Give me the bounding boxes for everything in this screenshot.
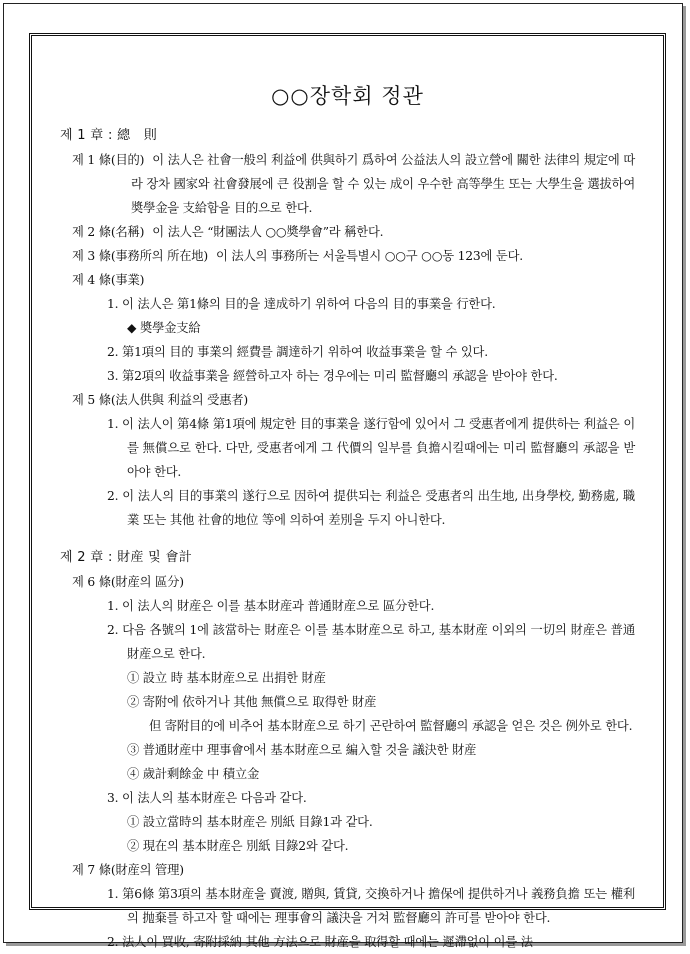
article-5-item-2: 2. 이 法人의 目的事業의 遂行으로 因하여 提供되는 利益은 受惠者의 出生地, 出身學校, 勤務處, 職業 또는 其他 社會的地位 等에 의하여 差別을 두지 아니한다. <box>107 489 635 527</box>
article-3 <box>72 244 643 268</box>
article-6-sub-4: ④ 歲計剩餘金 中 積立金 <box>127 767 260 781</box>
article-6-sub-3: ③ 普通財産中 理事會에서 基本財産으로 編入할 것을 議決한 財産 <box>127 743 477 757</box>
article-7-item-2: 2. 法人이 買收, 寄附採納 其他 方法으로 財産을 取得할 때에는 遲滯없이 이를 法 <box>107 935 533 949</box>
article-3-text: 이 法人의 事務所는 서울특별시 ○○구 ○○동 123에 둔다. <box>215 249 523 263</box>
article-1 <box>72 148 635 220</box>
article-6-item-3-sub-1: ① 設立當時의 基本財産은 別紙 目錄1과 같다. <box>127 815 373 829</box>
article-6-item-3-sub-2: ② 現在의 基本財産은 別紙 目錄2와 같다. <box>127 839 349 853</box>
article-1-text: 이 法人은 社會一般의 利益에 供與하기 爲하여 公益法人의 設立營에 關한 法律의 規定에 따라 장차 國家와 社會發展에 큰 役割을 할 수 있는 成이 우수한 高等學生 또는 大學生을 選拔하여 奬學金을 支給함을 目的으로 한다. <box>131 153 635 215</box>
article-6-item-1: 1. 이 法人의 財産은 이를 基本財産과 普通財産으로 區分한다. <box>107 599 435 613</box>
article-5-label: 제 5 條(法人供與 利益의 受惠者) <box>72 393 248 407</box>
article-2 <box>72 220 643 244</box>
article-7-item-1: 1. 第6條 第3項의 基本財産을 賣渡, 贈與, 賃貸, 交換하거나 擔保에 提供하거나 義務負擔 또는 權利의 抛棄를 하고자 할 때에는 理事會의 議決을 거쳐 監督廳의 許可를 받아야 한다. <box>107 887 635 925</box>
article-4-item-1: 1. 이 法人은 第1條의 目的을 達成하기 위하여 다음의 目的事業을 行한다. <box>107 297 496 311</box>
article-4-bullet: ◆ 奬學金支給 <box>127 321 201 335</box>
article-6-label: 제 6 條(財産의 區分) <box>72 575 184 589</box>
document-page <box>29 33 666 949</box>
chapter-1-heading: 제 1 章 : 總 則 <box>60 128 158 143</box>
article-6-sub-2-note: 但 寄附目的에 비추어 基本財産으로 하기 곤란하여 監督廳의 承認을 얻은 것은 例外로 한다. <box>149 719 633 733</box>
article-2-text: 이 法人은 “財團法人 ○○奬學會”라 稱한다. <box>152 225 384 239</box>
article-4-item-3: 3. 第2項의 收益事業을 經營하고자 하는 경우에는 미리 監督廳의 承認을 받아야 한다. <box>107 369 558 383</box>
article-4-label: 제 4 條(事業) <box>72 273 145 287</box>
article-6-sub-2: ② 寄附에 依하거나 其他 無償으로 取得한 財産 <box>127 695 377 709</box>
chapter-2-heading: 제 2 章 : 財産 및 會計 <box>60 550 193 565</box>
article-7-label: 제 7 條(財産의 管理) <box>72 863 184 877</box>
article-6-item-2: 2. 다음 各號의 1에 該當하는 財産은 이를 基本財産으로 하고, 基本財産 이외의 一切의 財産은 普通財産으로 한다. <box>107 623 635 661</box>
article-6-sub-1: ① 設立 時 基本財産으로 出捐한 財産 <box>127 671 326 685</box>
chapter-spacer <box>32 532 663 546</box>
article-6-item-3: 3. 이 法人의 基本財産은 다음과 같다. <box>107 791 307 805</box>
article-4-item-2: 2. 第1項의 目的 事業의 經費를 調達하기 위하여 收益事業을 할 수 있다. <box>107 345 488 359</box>
document-body <box>32 124 663 954</box>
document-frame <box>3 3 683 949</box>
article-1-label: 제 1 條(目的) <box>72 153 145 167</box>
article-5-item-1: 1. 이 法人이 第4條 第1項에 規定한 目的事業을 遂行함에 있어서 그 受惠者에게 提供하는 利益은 이를 無償으로 한다. 다만, 受惠者에게 그 代價의 일부를 負擔시킬때에는 미리 監督廳의 承認을 받아야 한다. <box>107 417 635 479</box>
article-3-label: 제 3 條(事務所의 所在地) <box>72 249 208 263</box>
page-title: ○○장학회 정관 <box>271 84 424 108</box>
article-2-label: 제 2 條(名稱) <box>72 225 145 239</box>
